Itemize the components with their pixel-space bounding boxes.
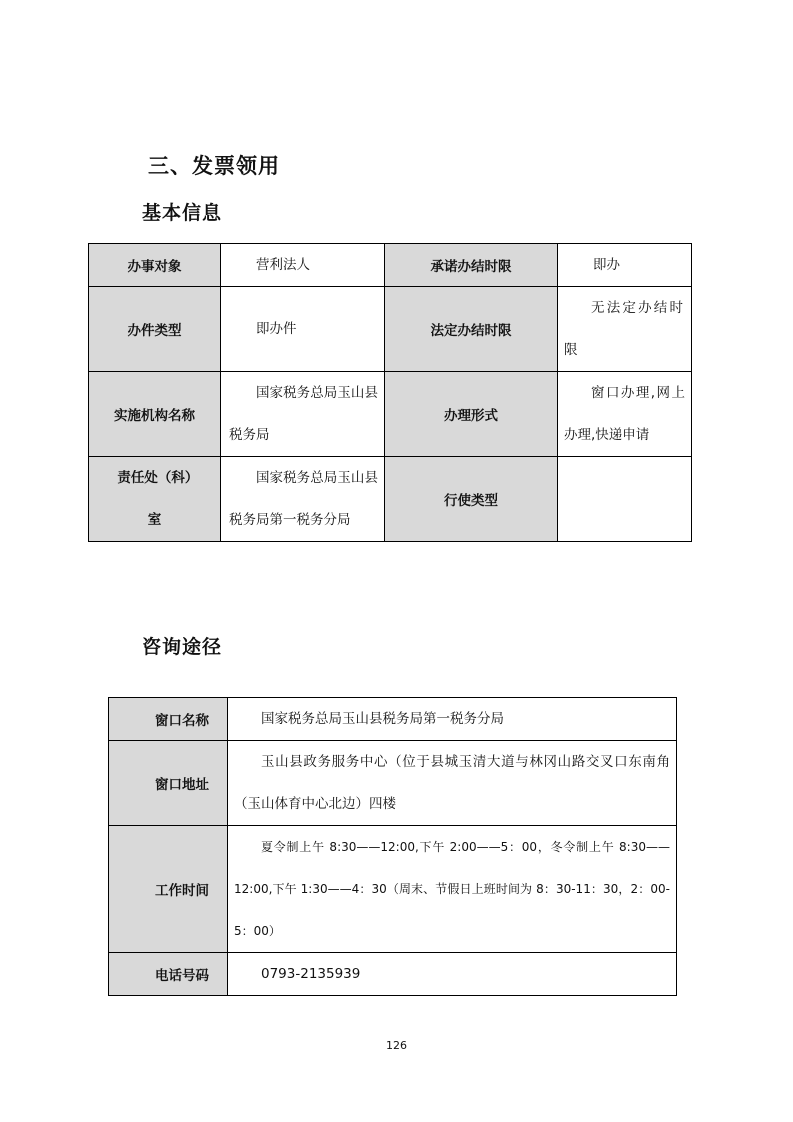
- table-row: [89, 244, 692, 287]
- value-cell: 营利法人: [221, 244, 385, 287]
- value-cell: 窗口办理,网上办理,快递申请: [558, 372, 692, 457]
- value-cell: 国家税务总局玉山县税务局: [221, 372, 385, 457]
- label-cell: 窗口名称: [109, 698, 228, 741]
- label-cell: 实施机构名称: [89, 372, 221, 457]
- table-row: [109, 698, 677, 741]
- table-row: [109, 741, 677, 826]
- label-cell: 法定办结时限: [385, 287, 558, 372]
- label-cell: 工作时间: [109, 826, 228, 953]
- table-row: [89, 287, 692, 372]
- table-row: [89, 372, 692, 457]
- window-name-value: 国家税务总局玉山县税务局第一税务分局: [228, 698, 677, 741]
- label-cell: 承诺办结时限: [385, 244, 558, 287]
- label-cell: 责任处（科）室: [89, 457, 221, 542]
- hours-value: 夏令制上午 8:30——12:00,下午 2:00——5：00，冬令制上午 8:30——12:00,下午 1:30——4：30（周末、节假日上班时间为 8：30-11：30，2：00-5：00）: [228, 826, 677, 953]
- basic-info-table: [88, 243, 692, 542]
- label-cell: 办理形式: [385, 372, 558, 457]
- table-row: [109, 826, 677, 953]
- value-cell: 即办件: [221, 287, 385, 372]
- section-title: 三、发票领用: [148, 154, 280, 178]
- consult-table: [108, 697, 677, 996]
- label-cell: 办件类型: [89, 287, 221, 372]
- window-address-value: 玉山县政务服务中心（位于县城玉清大道与林冈山路交叉口东南角（玉山体育中心北边）四楼: [228, 741, 677, 826]
- basic-info-heading: 基本信息: [142, 202, 223, 224]
- label-cell: 电话号码: [109, 953, 228, 996]
- consult-heading: 咨询途径: [142, 636, 223, 658]
- value-cell: 国家税务总局玉山县税务局第一税务分局: [221, 457, 385, 542]
- label-cell: 窗口地址: [109, 741, 228, 826]
- phone-value: 0793-2135939: [228, 953, 677, 996]
- value-cell: [558, 457, 692, 542]
- value-cell: 无法定办结时限: [558, 287, 692, 372]
- label-cell: 行使类型: [385, 457, 558, 542]
- value-cell: 即办: [558, 244, 692, 287]
- label-cell: 办事对象: [89, 244, 221, 287]
- table-row: [109, 953, 677, 996]
- page-number: 126: [386, 1039, 407, 1052]
- table-row: [89, 457, 692, 542]
